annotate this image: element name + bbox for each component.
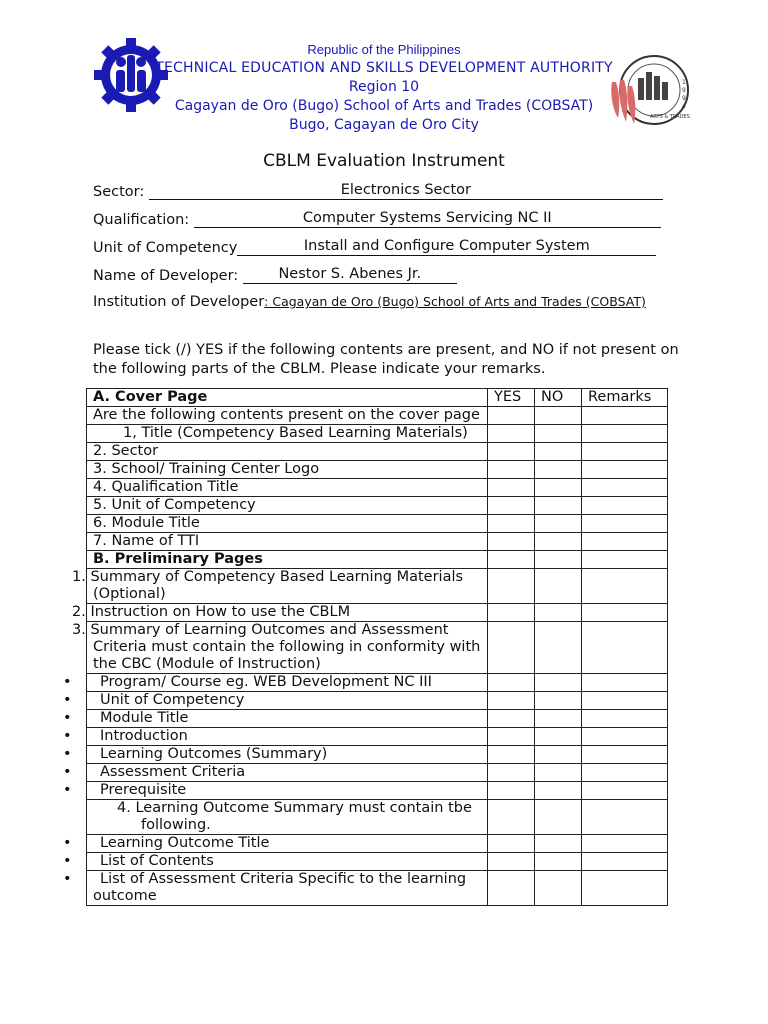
unit-field [93,238,656,256]
remarks-cell[interactable] [582,461,668,479]
no-cell[interactable] [535,692,582,710]
no-cell[interactable] [535,853,582,871]
yes-cell[interactable] [488,622,535,674]
remarks-cell[interactable] [582,569,668,604]
remarks-cell[interactable] [582,853,668,871]
remarks-cell[interactable] [582,604,668,622]
b3-bullet-item: • Assessment Criteria [87,764,488,782]
remarks-cell[interactable] [582,835,668,853]
qualification-value: Computer Systems Servicing NC II [302,210,552,226]
b-item-text: 4. Learning Outcome Summary must contain tbe following. [87,800,488,835]
a-item-text: 5. Unit of Competency [87,497,488,515]
no-cell[interactable] [535,835,582,853]
b3-bullet-item: • Learning Outcomes (Summary) [87,746,488,764]
region-line: Region 10 [348,79,420,95]
b3-bullet-item: • Program/ Course eg. WEB Development NC III [87,674,488,692]
b4-bullet-item: • Learning Outcome Title [87,835,488,853]
no-cell[interactable] [535,764,582,782]
svg-text:9: 9 [682,87,686,94]
table-row [87,710,668,728]
remarks-cell[interactable] [582,425,668,443]
yes-cell[interactable] [488,604,535,622]
remarks-cell[interactable] [582,479,668,497]
sector-label: Sector: [93,184,145,200]
table-row [87,692,668,710]
yes-cell[interactable] [488,764,535,782]
yes-cell[interactable] [488,515,535,533]
yes-cell[interactable] [488,407,535,425]
table-row [87,407,668,425]
a-intro-text: Are the following contents present on the cover page [87,407,488,425]
b3-bullet-item: • Prerequisite [87,782,488,800]
sector-field [93,182,663,200]
remarks-cell[interactable] [582,407,668,425]
svg-text:4: 4 [682,103,686,110]
table-row [87,497,668,515]
b3-bullet-item: • Introduction [87,728,488,746]
no-cell[interactable] [535,479,582,497]
sector-value: Electronics Sector [340,182,471,198]
city-line: Bugo, Cagayan de Oro City [289,117,479,133]
remarks-cell[interactable] [582,782,668,800]
svg-text:9: 9 [682,95,686,102]
document-title: CBLM Evaluation Instrument [263,151,505,171]
no-cell[interactable] [535,551,582,569]
yes-cell[interactable] [488,835,535,853]
b4-bullet-item: • List of Contents [87,853,488,871]
table-header-row [87,389,668,407]
no-cell[interactable] [535,800,582,835]
institution-label: Institution of Developer [93,294,265,310]
no-cell[interactable] [535,443,582,461]
developer-value: Nestor S. Abenes Jr. [278,266,422,282]
remarks-cell[interactable] [582,800,668,835]
b3-bullet-item: • Module Title [87,710,488,728]
table-row [87,443,668,461]
yes-cell[interactable] [488,533,535,551]
table-row [87,604,668,622]
table-row [87,782,668,800]
no-cell[interactable] [535,622,582,674]
section-a-title: A. Cover Page [87,389,488,407]
yes-cell[interactable] [488,728,535,746]
qualification-label: Qualification: [93,212,190,228]
no-cell[interactable] [535,728,582,746]
evaluation-table [72,388,668,906]
yes-cell[interactable] [488,782,535,800]
no-cell[interactable] [535,710,582,728]
table-row [87,479,668,497]
yes-cell[interactable] [488,746,535,764]
remarks-cell[interactable] [582,746,668,764]
section-b-title: B. Preliminary Pages [87,551,488,569]
remarks-cell[interactable] [582,443,668,461]
b4-bullet-item: • List of Assessment Criteria Specific to the learning outcome [87,871,488,906]
table-row [87,622,668,674]
table-row [87,569,668,604]
a-item-text: 7. Name of TTI [87,533,488,551]
no-cell[interactable] [535,533,582,551]
agency-name: TECHNICAL EDUCATION AND SKILLS DEVELOPMENT AUTHORITY [155,60,613,76]
instructions: Please tick (/) YES if the following contents are present, and NO if not present on the following parts of the CBLM. Please indicate your remarks. [93,342,679,377]
no-cell[interactable] [535,746,582,764]
no-cell[interactable] [535,407,582,425]
yes-cell[interactable] [488,497,535,515]
institution-field [93,294,646,310]
yes-cell[interactable] [488,443,535,461]
table-row [87,835,668,853]
no-cell[interactable] [535,569,582,604]
remarks-cell[interactable] [582,674,668,692]
unit-label: Unit of Competency [93,240,238,256]
yes-cell[interactable] [488,425,535,443]
yes-cell[interactable] [488,853,535,871]
table-row [87,461,668,479]
a-item-text: 6. Module Title [87,515,488,533]
table-row [87,515,668,533]
yes-cell[interactable] [488,800,535,835]
table-row [87,533,668,551]
a-item-text: 4. Qualification Title [87,479,488,497]
no-cell[interactable] [535,497,582,515]
school-name: Cagayan de Oro (Bugo) School of Arts and Trades (COBSAT) [174,98,594,114]
no-cell[interactable] [535,461,582,479]
table-row [87,746,668,764]
no-cell[interactable] [535,782,582,800]
col-remarks-header: Remarks [582,389,668,407]
remarks-cell[interactable] [582,622,668,674]
remarks-cell[interactable] [582,710,668,728]
table-row [87,425,668,443]
b3-bullet-item: • Unit of Competency [87,692,488,710]
b-item-text: 3. Summary of Learning Outcomes and Assessment Criteria must contain the following in conformity with the CBC (Module of Instruction) [87,622,488,674]
no-cell[interactable] [535,674,582,692]
remarks-cell[interactable] [582,692,668,710]
remarks-cell[interactable] [582,515,668,533]
no-cell[interactable] [535,604,582,622]
b-item-text: 2. Instruction on How to use the CBLM [87,604,488,622]
remarks-cell[interactable] [582,533,668,551]
table-row [87,800,668,835]
col-no-header: NO [535,389,582,407]
b-item-text: 1. Summary of Competency Based Learning Materials (Optional) [87,569,488,604]
republic-line: Republic of the Philippines [307,42,461,57]
yes-cell[interactable] [488,479,535,497]
col-yes-header: YES [488,389,535,407]
institution-value: : Cagayan de Oro (Bugo) School of Arts and Trades (COBSAT) [264,294,646,309]
no-cell[interactable] [535,515,582,533]
table-row [87,853,668,871]
yes-cell[interactable] [488,871,535,906]
remarks-cell[interactable] [582,871,668,906]
yes-cell[interactable] [488,710,535,728]
unit-value: Install and Configure Computer System [303,238,590,254]
remarks-cell[interactable] [582,551,668,569]
remarks-cell[interactable] [582,728,668,746]
yes-cell[interactable] [488,692,535,710]
yes-cell[interactable] [488,551,535,569]
qualification-field [93,210,661,228]
yes-cell[interactable] [488,569,535,604]
a-item-text: 1, Title (Competency Based Learning Materials) [87,425,488,443]
a-item-text: 3. School/ Training Center Logo [87,461,488,479]
table-row [87,551,668,569]
table-row [87,764,668,782]
table-row [87,871,668,906]
a-item-text: 2. Sector [87,443,488,461]
yes-cell[interactable] [488,674,535,692]
developer-label: Name of Developer: [93,268,239,284]
svg-text:ARTS & TRADES: ARTS & TRADES [650,114,690,120]
svg-text:1: 1 [682,79,686,86]
table-row [87,674,668,692]
no-cell[interactable] [535,871,582,906]
remarks-cell[interactable] [582,764,668,782]
remarks-cell[interactable] [582,497,668,515]
table-row [87,728,668,746]
no-cell[interactable] [535,425,582,443]
yes-cell[interactable] [488,461,535,479]
developer-field [93,266,457,284]
